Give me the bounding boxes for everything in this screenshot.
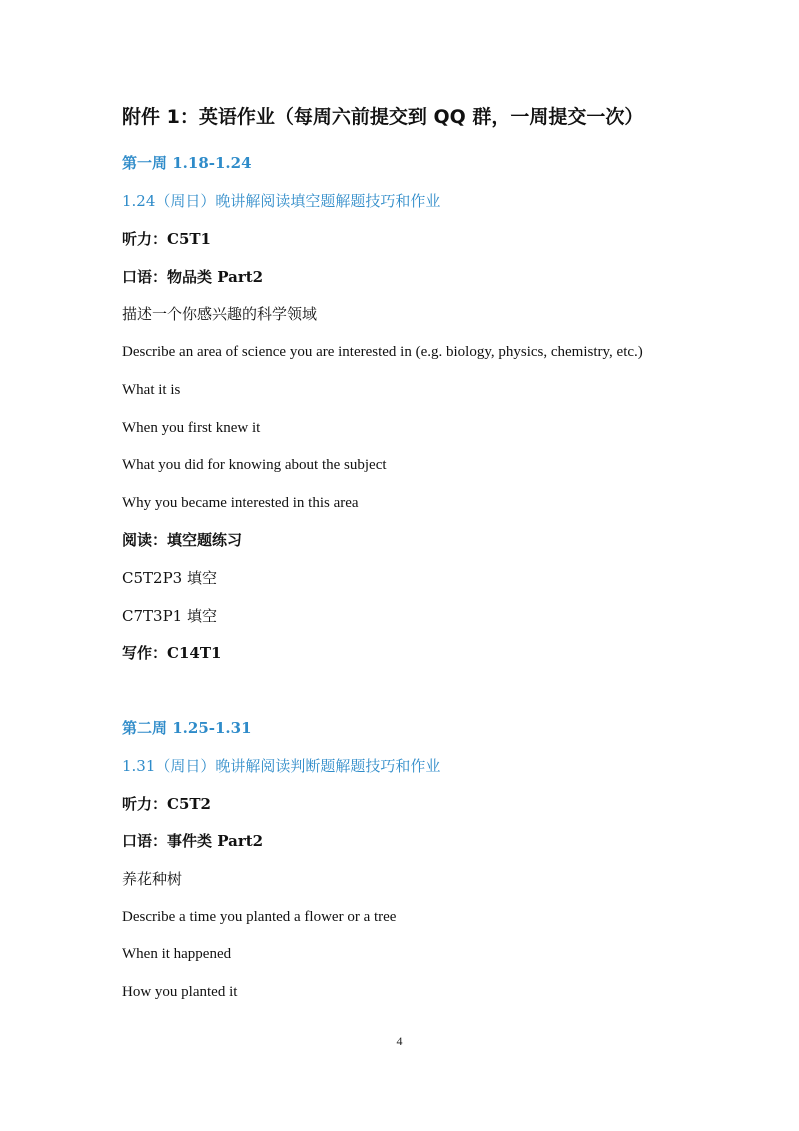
week1-reading-item: C7T3P1 填空 [122,607,217,625]
week2-listening: 听力：C5T2 [122,795,211,813]
week1-listening: 听力：C5T1 [122,230,211,248]
document-title: 附件 1：英语作业（每周六前提交到 QQ 群，一周提交一次） [122,106,644,128]
week1-prompt: When you first knew it [122,420,261,436]
page-number: 4 [396,1034,403,1048]
week1-writing: 写作：C14T1 [122,644,222,662]
week1-reading: 阅读：填空题练习 [122,531,243,549]
week1-reading-item: C5T2P3 填空 [122,569,217,587]
week1-prompt: What it is [122,382,181,398]
week1-topic-cn: 描述一个你感兴趣的科学领域 [122,305,318,323]
week1-heading: 第一周 1.18-1.24 [122,154,252,172]
week2-heading: 第二周 1.25-1.31 [122,719,252,737]
week1-prompt: What you did for knowing about the subject [122,457,387,473]
week1-topic-en: Describe an area of science you are interested in (e.g. biology, physics, chemistry, etc.) [122,344,643,360]
week2-topic-en: Describe a time you planted a flower or a tree [122,909,397,925]
week1-lecture: 1.24（周日）晚讲解阅读填空题解题技巧和作业 [122,192,441,210]
week2-speaking: 口语：事件类 Part2 [122,832,264,850]
week1-prompt: Why you became interested in this area [122,495,359,511]
week2-prompt: How you planted it [122,984,238,1000]
week2-prompt: When it happened [122,946,232,962]
week2-lecture: 1.31（周日）晚讲解阅读判断题解题技巧和作业 [122,757,441,775]
week1-speaking: 口语：物品类 Part2 [122,268,264,286]
week2-topic-cn: 养花种树 [122,870,183,888]
